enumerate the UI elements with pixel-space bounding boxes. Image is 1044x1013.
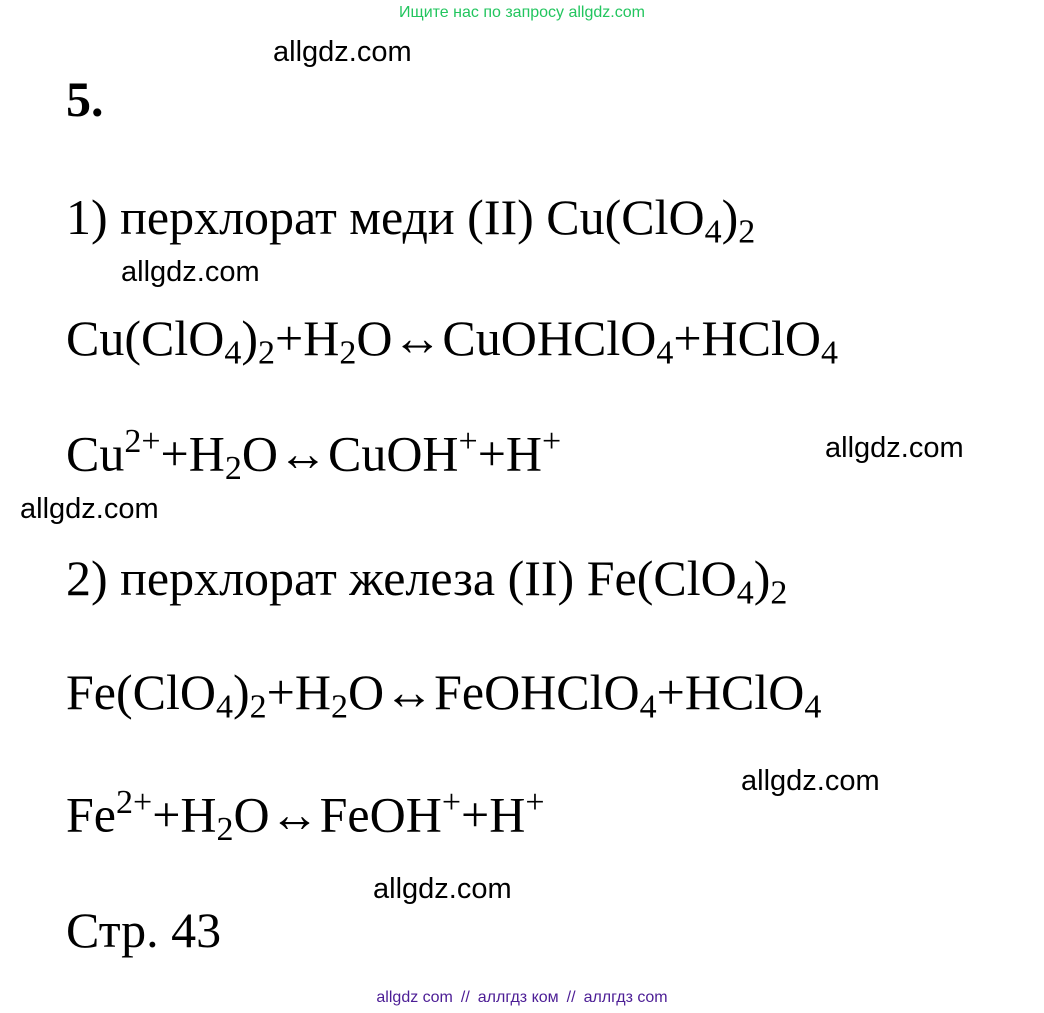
watermark: allgdz.com	[20, 493, 159, 525]
watermark: allgdz.com	[741, 765, 880, 797]
watermark: allgdz.com	[273, 36, 412, 68]
item2-heading: 2) перхлорат железа (II) $Fe(ClO_4)_2$	[66, 550, 788, 612]
footer-separator: //	[460, 989, 470, 1006]
footer-links	[0, 989, 1044, 1007]
item1-molecular-equation: $Cu(ClO_4)_2+H_2O\leftrightarrow CuOHClO_4+HClO_4$	[66, 310, 839, 372]
footer-link-allgdz[interactable]: allgdz com	[376, 989, 453, 1006]
item2-molecular-equation: $Fe(ClO_4)_2+H_2O\leftrightarrow FeOHClO_4+HClO_4$	[66, 664, 822, 726]
footer-link-allgdz-ru[interactable]: аллгдз ком	[477, 989, 559, 1006]
footer-link-allgdz-mixed[interactable]: аллгдз com	[583, 989, 668, 1006]
item1-heading: 1) перхлорат меди (II) $Cu(ClO_4)_2$	[66, 189, 756, 251]
top-banner[interactable]: Ищите нас по запросу allgdz.com	[399, 4, 645, 21]
item1-ionic-equation: $Cu^{2+}+H_2O\leftrightarrow CuOH^++H^+$	[66, 423, 562, 488]
watermark: allgdz.com	[121, 256, 260, 288]
page-reference: Стр. 43	[66, 902, 222, 958]
item2-ionic-equation: $Fe^{2+}+H_2O\leftrightarrow FeOH^++H^+$	[66, 784, 545, 849]
footer-separator: //	[566, 989, 576, 1006]
watermark: allgdz.com	[825, 432, 964, 464]
task-number: 5.	[66, 71, 104, 127]
watermark: allgdz.com	[373, 873, 512, 905]
